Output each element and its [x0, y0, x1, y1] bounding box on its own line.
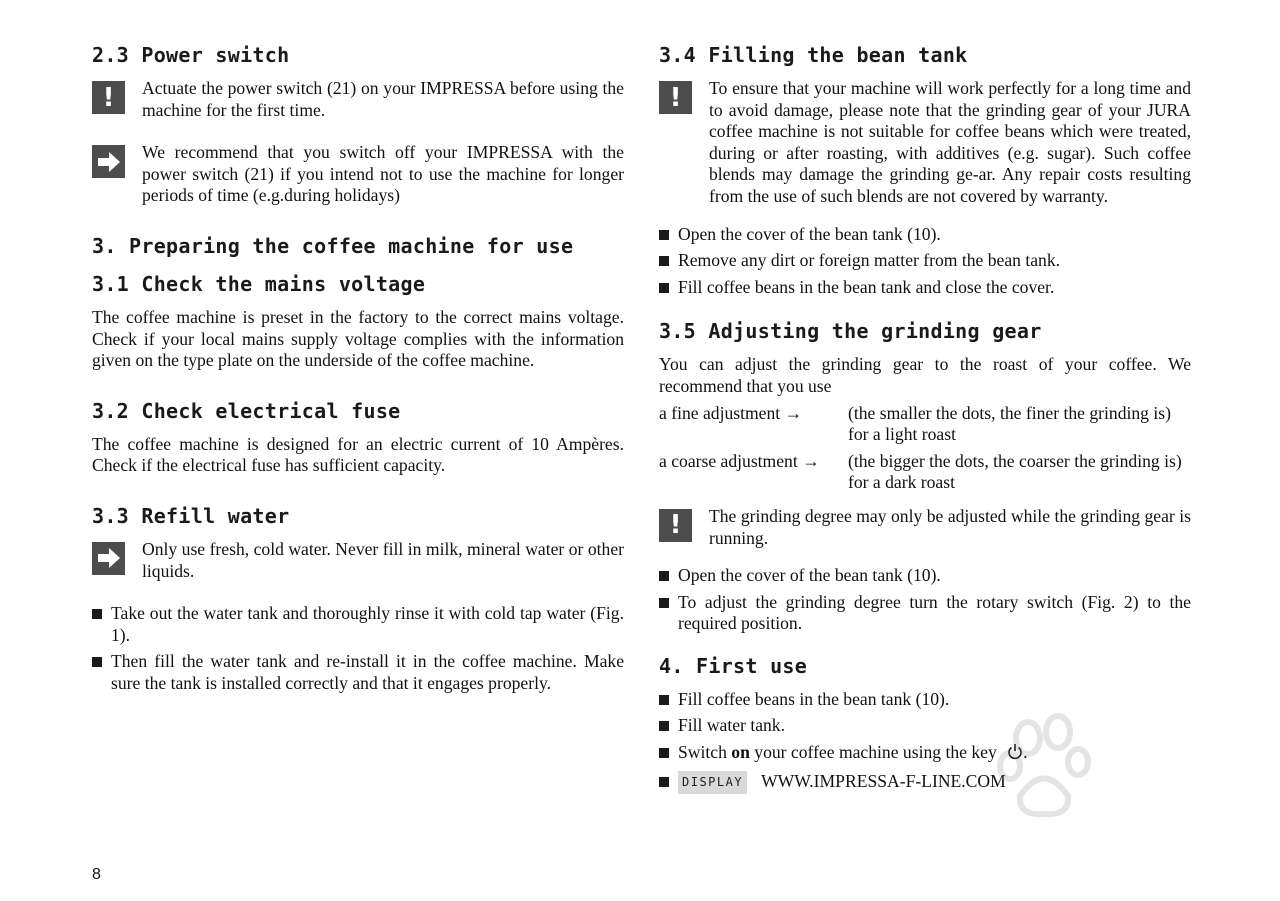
heading-mains-voltage: 3.1 Check the mains voltage: [92, 271, 426, 296]
fuse-text: The coffee machine is designed for an electric current of 10 Ampères. Check if the electrical fuse has sufficient capacity.: [92, 433, 624, 476]
heading-power-switch: 2.3 Power switch: [92, 43, 290, 67]
adjustment-label: a fine adjustment →: [659, 402, 803, 423]
bullet-square-icon: [659, 695, 669, 705]
list-item: Open the cover of the bean tank (10).: [659, 565, 1191, 587]
warning-text: The grinding degree may only be adjusted while the grinding gear is running.: [709, 505, 1191, 548]
heading-electrical-fuse: 3.2 Check electrical fuse: [92, 398, 401, 423]
bullet-square-icon: [92, 609, 102, 619]
page-number: 8: [92, 866, 101, 883]
first-use-steps: [659, 689, 1191, 795]
warning-text: Actuate the power switch (21) on your IMPRESSA before using the machine for the first time.: [142, 78, 624, 120]
adjustment-desc: (the bigger the dots, the coarser the grinding is) for a dark roast: [848, 450, 1182, 493]
warning-notice: [92, 78, 624, 121]
list-item: Open the cover of the bean tank (10).: [659, 224, 1191, 246]
right-column: [659, 38, 1191, 799]
heading-bean-tank: 3.4 Filling the bean tank: [659, 43, 968, 67]
bean-tank-steps: [659, 224, 1191, 299]
heading-refill-water: 3.3 Refill water: [92, 503, 290, 528]
list-item: Remove any dirt or foreign matter from the bean tank.: [659, 250, 1191, 272]
bullet-square-icon: [659, 748, 669, 758]
arrow-right-icon: [92, 145, 125, 178]
bullet-square-icon: [659, 777, 669, 787]
bullet-square-icon: [659, 571, 669, 581]
heading-first-use: 4. First use: [659, 653, 808, 678]
list-item: [659, 771, 1191, 795]
display-label: DISPLAY: [678, 771, 747, 795]
warning-text: To ensure that your machine will work perfectly for a long time and to avoid damage, please note that the grinding gear of your JURA coffee machine is not suitable for coffee beans which were treated, during or after roasting, with additives (e.g. sugar). Such coffee blends may damage the grinding ge-ar. Any repair costs resulting from the use of such blends are not covered by warranty.: [709, 78, 1191, 206]
list-item: Fill water tank.: [659, 715, 1191, 737]
adjustment-row: [659, 403, 1191, 446]
bullet-square-icon: [659, 230, 669, 240]
mains-voltage-text: The coffee machine is preset in the factory to the correct mains voltage. Check if your local mains supply voltage complies with the information given on the type plate on the underside of the coffee machine.: [92, 306, 624, 371]
tip-notice: [92, 539, 624, 582]
bullet-square-icon: [92, 657, 102, 667]
bullet-square-icon: [659, 256, 669, 266]
list-item: Fill coffee beans in the bean tank and close the cover.: [659, 277, 1191, 299]
display-text: WWW.IMPRESSA-F-LINE.COM: [761, 770, 1006, 791]
adjustment-desc: (the smaller the dots, the finer the grinding is) for a light roast: [848, 402, 1171, 445]
list-item: Fill coffee beans in the bean tank (10).: [659, 689, 1191, 711]
adjustment-row: [659, 451, 1191, 494]
list-item: Then fill the water tank and re-install it in the coffee machine. Make sure the tank is installed correctly and that it engages properly.: [92, 651, 624, 694]
adjustment-label: a coarse adjustment →: [659, 450, 820, 471]
bullet-square-icon: [659, 598, 669, 608]
exclamation-icon: !: [92, 81, 125, 114]
grinding-steps: [659, 565, 1191, 635]
bullet-square-icon: [659, 283, 669, 293]
list-item: To adjust the grinding degree turn the rotary switch (Fig. 2) to the required position.: [659, 592, 1191, 635]
grinding-intro: You can adjust the grinding gear to the roast of your coffee. We recommend that you use: [659, 354, 1191, 396]
heading-grinding-gear: 3.5 Adjusting the grinding gear: [659, 319, 1042, 344]
tip-text: We recommend that you switch off your IMPRESSA with the power switch (21) if you intend not to use the machine for longer periods of time (e.g.during holidays): [142, 142, 624, 206]
exclamation-icon: !: [659, 509, 692, 542]
adjustment-list: [659, 403, 1191, 494]
tip-text: Only use fresh, cold water. Never fill in milk, mineral water or other liquids.: [142, 538, 624, 581]
exclamation-icon: !: [659, 81, 692, 114]
tip-notice: [92, 142, 624, 207]
refill-steps: [92, 603, 624, 694]
power-icon: [1007, 743, 1023, 766]
warning-notice: [659, 78, 1191, 208]
arrow-right-icon: [92, 542, 125, 575]
warning-notice: [659, 506, 1191, 549]
left-column: [92, 38, 624, 700]
list-item: Take out the water tank and thoroughly rinse it with cold tap water (Fig. 1).: [92, 603, 624, 646]
list-item: Switch on your coffee machine using the key .: [659, 742, 1191, 766]
heading-preparing: 3. Preparing the coffee machine for use: [92, 233, 574, 258]
bullet-square-icon: [659, 721, 669, 731]
